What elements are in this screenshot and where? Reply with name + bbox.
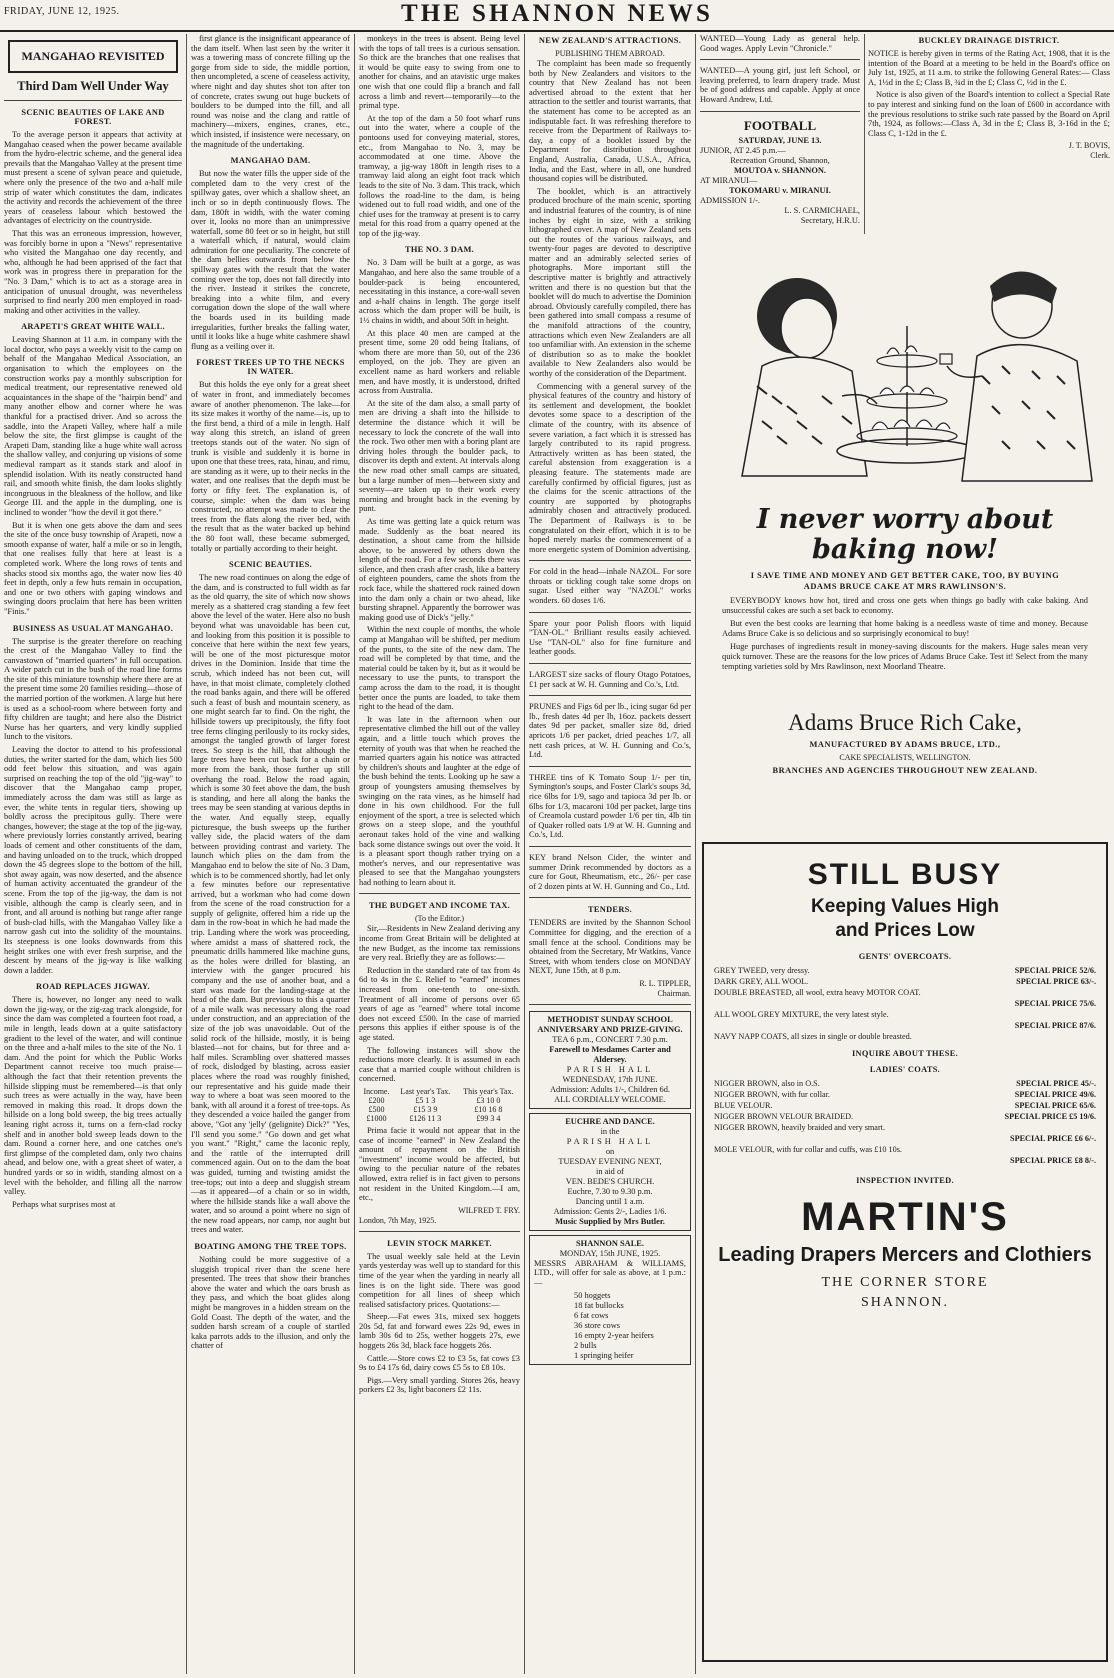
ad-paragraph: But even the best cooks are learning that home baking is a needless waste of time and money. Because Adams Bruce Cake is so delicious and so surprisingly economical to buy! bbox=[722, 619, 1088, 638]
football-line: AT MIRANUI— bbox=[700, 175, 758, 185]
face-icon bbox=[781, 298, 833, 358]
article-paragraph: monkeys in the trees is absent. Being level with the tops of tall trees is a curious sensation. So thick are the branches that one realises that it would be quite easy to swing from one to another for chains, and an atavistic urge makes one wish that one could flip a branch and fall across a limb and revert—temporarily—to the primal type. bbox=[359, 34, 520, 111]
article-paragraph: The usual weekly sale held at the Levin yards yesterday was well up to standard for this time of the year when the yarding in nearly all lines is on the light side. There was good competition for all lines of sheep which realised satisfactory prices. Quotations:— bbox=[359, 1251, 520, 1309]
notice-signature: J. T. BOVIS, bbox=[1068, 141, 1110, 151]
divider bbox=[700, 59, 860, 60]
headline-box bbox=[8, 40, 178, 73]
item-desc: GREY TWEED, very dressy. bbox=[714, 966, 810, 975]
article-paragraph: Pigs.—Very small yarding. Stores 26s, heavy porkers £2 3s, light baconers £2 11s. bbox=[359, 1375, 520, 1395]
column-rule bbox=[695, 34, 696, 1674]
section-heading: BUSINESS AS USUAL AT MANGAHAO. bbox=[12, 623, 174, 633]
football-line: MOUTOA v. SHANNON. bbox=[734, 165, 826, 175]
price-row bbox=[714, 1122, 1096, 1133]
article-paragraph: The surprise is the greater therefore on reaching the crest of the Mangahao Valley to find the canvastown of "married quarters" in full occupation. A wider patch cut in the bush of the road line forms the site of this miniature township where there are at the present time some 20 families residing—those of the married portion of the workmen. A large hut here is used as a school-room where between forty and fifty children are taught; and here also the District Nurse has her quarters, and very kindly supplied lunch to the visitors. bbox=[4, 636, 182, 742]
letter-paragraph: Sir,—Residents in New Zealand deriving any income from Great Britain will be delighted at the new Budget, as the income tax remissions are very real. Briefly they are as follows:— bbox=[359, 924, 520, 963]
football-line: TOKOMARU v. MIRANUI. bbox=[729, 185, 831, 195]
article-paragraph: To the average person it appears that activity at Mangahao ceased when the power became available from the hydro-electric scheme, and the general idea prevails that the Mangahao Valley at the present time must present a scene of sylvan peace and quietude, where only the presence of the two and a-half mile strip of water which constitutes the dam, indicates the activity and records the achievement of the three years of ceaseless labour which bestowed the advantages of electricity on the countryside. bbox=[4, 130, 182, 226]
item-price: SPECIAL PRICE 87/6. bbox=[1014, 1021, 1096, 1030]
manufacturer: MANUFACTURED BY ADAMS BRUCE, LTD., bbox=[809, 740, 1001, 749]
article-paragraph: Within the next couple of months, the whole camp at Mangahao will be shifted, per medium of the punts, to the site of the new dam. The road will be completed by that time, and the material could be taken by it, but as it would be necessary to use the punts, to transport the camp across the dam to the road, it is thought better once the punts are loaded, to take them right to the head of the dam. bbox=[359, 625, 520, 712]
ad-line: Music Supplied by Mrs Butler. bbox=[555, 1216, 665, 1226]
ad-paragraph: Huge purchases of ingredients result in money-saving discounts for the makers. Huge sales mean very quick turnover. These are the reasons for the low prices of Adams Bruce Cake. Test it! Select from the many tempting varieties sold by Mrs Rawlinson, next Moorland Theatre. bbox=[722, 642, 1088, 671]
sale-item: 2 bulls bbox=[574, 1340, 597, 1350]
football-line: JUNIOR, AT 2.45 p.m.— bbox=[700, 145, 786, 155]
article-paragraph: At the site of the dam also, a small party of men are driving a shaft into the hillside to determine the distance which it will be necessary to lock the concrete of the wall into the rock. Two other men with a boring plant are driving holes through the boulder pack, to discover its depth and extent. At intervals along the new road other small camps are situated, but a large number of men—between sixty and seventy—are taken up to their work every morning and brought back in the evening by punt. bbox=[359, 398, 520, 514]
column-1 bbox=[4, 34, 182, 1676]
item-price: SPECIAL PRICE 75/6. bbox=[1014, 999, 1096, 1008]
item-price: SPECIAL PRICE 63/-. bbox=[1016, 977, 1096, 986]
classified-wanted: WANTED—Young Lady as general help. Good wages. Apply Levin "Chronicle." bbox=[700, 34, 860, 53]
specialists: CAKE SPECIALISTS, WELLINGTON. bbox=[839, 753, 971, 762]
ad-venue: PARISH HALL bbox=[566, 1064, 654, 1074]
divider bbox=[529, 846, 691, 847]
football-line: Secretary, H.R.U. bbox=[800, 215, 860, 225]
ad-line: Dancing until 1 a.m. bbox=[575, 1196, 645, 1206]
section-heading: MANGAHAO DAM. bbox=[230, 156, 311, 166]
cake-icon bbox=[872, 346, 950, 429]
article-paragraph: That this was an erroneous impression, however, was forcibly borne in upon a "News" representative who visited the Mangahao one day recently, and who, although he had been apprised of the fact that work was in progress there in preparation for the "No. 3 Dam," which is to act as a storage area in anticipation of unusual drought, was nevertheless surprised to find nearly 200 men employed in road-making and other activities in the valley. bbox=[4, 228, 182, 315]
inquire-note: INQUIRE ABOUT THESE. bbox=[852, 1049, 958, 1058]
item-desc: NAVY NAPP COATS, all sizes in single or double breasted. bbox=[714, 1032, 912, 1041]
store-name: MARTIN'S bbox=[801, 1195, 1009, 1239]
item-desc: NIGGER BROWN, with fur collar. bbox=[714, 1090, 830, 1099]
price-row bbox=[714, 976, 1096, 987]
euchre-ad bbox=[529, 1113, 691, 1231]
store-location: THE CORNER STORE bbox=[821, 1275, 989, 1290]
divider bbox=[359, 893, 520, 894]
price-row bbox=[714, 1020, 1096, 1031]
methodist-ad bbox=[529, 1011, 691, 1109]
column-4 bbox=[529, 34, 691, 1676]
item-desc: DOUBLE BREASTED, all wool, extra heavy MOTOR COAT. bbox=[714, 988, 921, 997]
ad-slogan: I never worry about baking now! bbox=[756, 504, 1054, 565]
item-desc: NIGGER BROWN VELOUR BRAIDED. bbox=[714, 1112, 854, 1121]
ad-headline-2: Keeping Values High bbox=[811, 896, 999, 917]
item-price: SPECIAL PRICE 45/-. bbox=[1016, 1079, 1096, 1088]
tax-header: Income. bbox=[363, 1086, 390, 1096]
article-paragraph: Leaving Shannon at 11 a.m. in company with the local doctor, who pays a weekly visit to the camp on behalf of the Mangahao Medical Association, an organisation to which the employees on the construction works pay a monthly subscription for medical treatment, our representative renewed old acquaintances in the shape of the "hairpin bend" and many another elbow and corner where he was thankful for a practised driver. And so across the saddle, into the Arapeti Valley, where half a mile below the site, the first glimpse is caught of the Arapeti Dam, standing like a huge white wall across the shallow valley, and conjuring up visions of some medieval rampart as it stands stark and aloof in splendid isolation. With its neatly constructed hand rail, and smooth white finish, the dam looks slightly incongruous in the bleakness of the hollow, and like George III. and the apple in the dumpling, one is inclined to wonder "how the devil it got there." bbox=[4, 335, 182, 517]
notice-paragraph: Notice is also given of the Board's intention to collect a Special Rate to pay interest and sinking fund on the loan of £600 in accordance with the previous resolutions to strike such rate passed by the Board on April 7th, 1924, as follows:—Class A, 3d in the £; Class B, 3-16d in the £; Class C, 1-12d in the £. bbox=[868, 90, 1110, 138]
item-price: SPECIAL PRICE 49/6. bbox=[1014, 1090, 1096, 1099]
women-tea-illustration bbox=[702, 246, 1108, 496]
section-heading: ROAD REPLACES JIGWAY. bbox=[36, 982, 150, 992]
ad-title: METHODIST SUNDAY SCHOOL bbox=[547, 1014, 673, 1024]
section-heading: SCENIC BEAUTIES. bbox=[229, 560, 312, 570]
football-title: FOOTBALL bbox=[743, 117, 817, 133]
letter-location: London, 7th May, 1925. bbox=[359, 1215, 437, 1225]
martins-ad bbox=[702, 832, 1108, 1674]
classified-ad: KEY brand Nelson Cider, the winter and summer Drink recommended by doctors as a cure for Gout, Rheumatism, etc., 26/- per case of 2 dozen pints at W. H. Gunning and Co., Ltd. bbox=[529, 852, 691, 891]
notice-paragraph: NOTICE is hereby given in terms of the Rating Act, 1908, that it is the intention of the Board at a meeting to be held in the Board's office on July 1st, 1925, at 11 a.m. to strike the following General Rates:— Class A, 1½d in the £; Class B, ¾d in the £; Class C, ½d in the £. bbox=[868, 49, 1110, 87]
article-paragraph: But it is when one gets above the dam and sees the site of the once busy township of Arapeti, now a smooth expanse of water, half a mile or so in length, that one realises fully that here at least is a completed work. Where the long rows of tents and shacks stood six months ago, the water now lies 40 feet in depth, only a few huts remain in occupation, and one or two others with gaping windows and swinging doors proclaim that here has been written "Finis." bbox=[4, 520, 182, 616]
ad-line: WEDNESDAY, 17th JUNE. bbox=[562, 1074, 658, 1084]
classified-ad: LARGEST size sacks of floury Otago Potatoes, £1 per sack at W. H. Gunning and Co.'s, Ltd. bbox=[529, 670, 691, 689]
item-desc: BLUE VELOUR. bbox=[714, 1101, 773, 1110]
column-rule bbox=[354, 34, 355, 1674]
article-paragraph: Sheep.—Fat ewes 31s, mixed sex hoggets 20s 5d, fat and forward ewes 22s 9d, ewes in lamb 30s 6d to 25s, wether hoggets 27s, ewe hoggets 26s 3d, black face hoggets 26s. bbox=[359, 1312, 520, 1351]
football-line: L. S. CARMICHAEL, bbox=[784, 205, 860, 215]
classified-ad: PRUNES and Figs 6d per lb., icing sugar 6d per lb., fresh dates 4d per lb, 16oz. packets dessert dates 9d per packet, smaller size 8d, dried apricots 1/6 per packet, dried peaches 1/7, all nett cash prices, at W. H. Gunning and Co.'s, Ltd. bbox=[529, 702, 691, 760]
football-line: ADMISSION 1/-. bbox=[700, 195, 761, 205]
sale-item: 16 empty 2-year heifers bbox=[574, 1330, 654, 1340]
letter-label: (To the Editor.) bbox=[415, 914, 464, 924]
tender-notice: TENDERS are invited by the Shannon School Committee for digging, and the erection of a small fence at the school. Conditions may be obtained from the Secretary, Mr Watkins, Vance Street, with whom tenders close on MONDAY NEXT, June 15th, at 8 p.m. bbox=[529, 918, 691, 976]
divider bbox=[529, 766, 691, 767]
sale-item: 36 store cows bbox=[574, 1320, 621, 1330]
tax-cell: £3 10 0 bbox=[476, 1095, 501, 1105]
classified-ad: For cold in the head—inhale NAZOL. For sore throats or tickling cough take some drops on sugar. Used either way "NAZOL" works wonders. 60 doses 1/6. bbox=[529, 567, 691, 606]
section-heading: THE BUDGET AND INCOME TAX. bbox=[368, 901, 511, 911]
article-paragraph: The new road continues on along the edge of the dam, and is constructed to full width as far as the old quarry, the site of which now shows merely as a shattered crag standing a few feet above the level of the water. Here also no bush beyond what was unavoidable has been cut, and looking from this position it is possible to conceive that here within the next few years, will be one of the most picturesque motor drives in the Dominion. Inside that time the scrub, which indeed has not been cut, will have, in that moist climate, completely clothed the road banks again, and there will be offered such a feast of bush and mountain scenery, as one might search far to find. On the right, the hillside towers up precipitously, the fifty foot tree ferns clinging perilously to its rocky sides, amongst the tangled growth of larger forest trees. So steep is the hill, that although the large trees have been cut back for a chain or more from the bank, those further up still overhang the road. Below the road again, which is some 30 feet above the dam, the bush is standing, and here all along the banks the trees may be seen standing at various depths in the water. And equally steep, equally picturesque, the bush sweeps up the further valley side, the placid waters of the dam between providing contrast and variety. The launch which plies on the dam from the Mangahao end to below the site of No. 3 Dam, which is to be commenced shortly, had let only a few minutes before our representative arrived, but a workman who had come down from the scene of the road construction for a supply of gelignite, offered him a ride up the dam in the row-boat in which he had made the trip. Landing where the work was proceeding, where amidst a mass of shattered rock, the pneumatic drills hammered like machine guns, as the holes were drilled for blasting, an interview with the ganger procured his company and the use of another boat, and a start was made for the landing-stage at the head of the dam. But previous to this a quarter of a mile walk was necessary along the road under construction, and an appreciation of the size of the job was unavoidable. Out of the solid rock of the hillside, mostly, it is being blasted—not for chains, but for three and a-half miles. Scrambling over shattered masses of rock, dislodged by blasting, across easier places where the road was roughly finished, our representative and his guide made their way to where a boat was seen moored to the bank, with all around it a forest of tree-tops. As they descended a voice hailed the ganger from above, "Got any 'jelly' (gelignite) Dick?" "Yes, I'll send you some." "Go down and get what you want." "Right," came the laconic reply, and the rattle of the interrupted drill commenced again. Out on to the dam the boat was guided, turning and twisting amidst the tree-tops; out into a deep and sluggish stream—as it appeared—of a chain or so in width, where the hillside stands like a wall above the water, and so around a point where no sign of the new road appears, nor camp, nor aught but trees and water. bbox=[191, 573, 350, 1235]
column-5-top bbox=[700, 34, 860, 234]
tax-cell: £10 16 8 bbox=[474, 1104, 503, 1114]
article-paragraph: The complaint has been made so frequently both by New Zealanders and visitors to the country that New Zealand has not been advertised abroad to the extent that her attraction to the settler and tourist warrants, that the statement has come to be accepted as an indisputable fact. It was refreshing therefore to receive from the Department of Railways to-day, a copy of a booklet issued by the Department for distribution throughout England, Australia, Canada, U.S.A., Africa, India, and the East, where in all, one hundred thousand copies will be distributed. bbox=[529, 59, 691, 184]
tax-cell: £500 bbox=[368, 1104, 385, 1114]
section-heading: GENTS' OVERCOATS. bbox=[858, 952, 952, 961]
teacup-icon bbox=[940, 354, 952, 364]
divider bbox=[529, 695, 691, 696]
notice-title: BUCKLEY DRAINAGE DISTRICT. bbox=[918, 36, 1060, 45]
classified-ad: Spare your poor Polish floors with liquid "TAN-OL." Brilliant results easily achieved. Use "TAN-OL" also for fine furniture and leather goods. bbox=[529, 618, 691, 657]
ad-line: Euchre, 7.30 to 9.30 p.m. bbox=[567, 1186, 653, 1196]
price-row bbox=[714, 987, 1096, 998]
tax-header: Last year's Tax. bbox=[400, 1086, 451, 1096]
ad-line: on bbox=[605, 1146, 615, 1156]
price-row bbox=[714, 1089, 1096, 1100]
masthead bbox=[0, 0, 1114, 32]
adams-bruce-ad bbox=[702, 240, 1108, 705]
section-heading: TENDERS. bbox=[587, 905, 633, 915]
article-paragraph: At this place 40 men are camped at the present time, some 20 odd being Italians, of whom there are more than 50, out of the 236 employed, on the job. They are given an excellent name as hard workers and reliable men, and have mostly, it is understood, drifted across from Australia. bbox=[359, 328, 520, 396]
adams-bruce-footer bbox=[702, 700, 1108, 830]
price-row bbox=[714, 965, 1096, 976]
column-2 bbox=[191, 34, 350, 1676]
headline: MANGAHAO REVISITED bbox=[21, 49, 165, 63]
tender-role: Chairman. bbox=[657, 988, 691, 998]
price-row bbox=[714, 1100, 1096, 1111]
article-paragraph: Nothing could be more suggestive of a sluggish tropical river than the scene here presented. The trees that show their branches above the water and which the oars brush as they pass, and which the boat glides along might be mangroves in a hidden stream on the Gold Coast. The depth of the water, and the sudden harsh scream of a couple of startled kaka parrots adds to the illusion, and only the chatter of bbox=[191, 1255, 350, 1351]
price-row bbox=[714, 1078, 1096, 1089]
tax-table bbox=[359, 1087, 520, 1123]
article-paragraph: As time was getting late a quick return was made. Suddenly as the boat neared its destination, a shout came from the hillside above, to be answered by others down the length of the road. For a few seconds there was silence, and then crash after crash, like a battery of eighteen pounders, came the shots from the rock face, while the shattered rock rained down into the dam only a chain or two ahead, like bursting shrapnel. Apparently the borrower was making good use of Dick's "jelly." bbox=[359, 516, 520, 622]
tax-header: This year's Tax. bbox=[463, 1086, 514, 1096]
article-paragraph: Commencing with a general survey of the physical features of the country and history of its settlement and development, the booklet devotes some space to a description of the climate of the country, with its absence of severe variation, a fact which it is stressed has largely contributed to its rapid progress. Attractively written as has been stated, the careful abstension from exaggeration is a pleasing feature. The statements made are carefully confirmed by official figures, just as the claims for the scenic attractions of the country are supported by photographs admirably chosen and attractively produced. The Department of Railways is to be congratulated on their effort, which it is to be hoped merely marks the commencement of a more energetic system of Dominion advertising. bbox=[529, 381, 691, 554]
ad-title: SHANNON SALE. bbox=[576, 1238, 644, 1248]
tax-cell: £200 bbox=[368, 1095, 385, 1105]
dress-icon bbox=[962, 345, 1092, 481]
column-rule bbox=[186, 34, 187, 1674]
ad-line: ALL CORDIALLY WELCOME. bbox=[554, 1094, 666, 1104]
article-paragraph: Perhaps what surprises most at bbox=[12, 1199, 116, 1209]
ad-subtitle: ANNIVERSARY AND PRIZE-GIVING. bbox=[537, 1024, 683, 1034]
divider bbox=[529, 612, 691, 613]
divider bbox=[529, 1004, 691, 1005]
price-row bbox=[714, 1144, 1096, 1155]
ad-paragraph: MESSRS ABRAHAM & WILLIAMS, LTD., will offer for sale as above, at 1 p.m.:— bbox=[534, 1258, 686, 1288]
branches: BRANCHES AND AGENCIES THROUGHOUT NEW ZEALAND. bbox=[772, 766, 1038, 775]
divider bbox=[700, 111, 860, 112]
article-paragraph: No. 3 Dam will be built at a gorge, as was Mangahao, and here also the same trouble of a boulder-pack is being encountered, necessitating in this instance, a core-wall seven and a-half chains in length. The gorge itself across which the dam proper will be built, is 1½ chains in width, and about 50ft in height. bbox=[359, 258, 520, 326]
article-paragraph: At the top of the dam a 50 foot wharf runs out into the water, where a couple of the pontoons used for conveying material, stores, etc., from Mangahao to No. 3, may be accommodated at one time. Above the tramway, a jig-way 180ft in length rises to a tramway laid along an eight foot track which leads to the site of No. 3 dam. This track, which follows the road-line to the dam, is being widened out to full road width, and one of the chief uses for the tramway at present is to carry metal for this road from a quarry opened at the top of the jig-way. bbox=[359, 113, 520, 238]
ad-venue: PARISH HALL bbox=[566, 1136, 654, 1146]
store-tagline: Leading Drapers Mercers and Clothiers bbox=[718, 1244, 1092, 1266]
item-desc: ALL WOOL GREY MIXTURE, the very latest style. bbox=[714, 1010, 889, 1019]
deck: SCENIC BEAUTIES OF LAKE AND FOREST. bbox=[21, 108, 165, 126]
store-town: SHANNON. bbox=[861, 1295, 949, 1310]
ad-line: Admission: Adults 1/-, Children 6d. bbox=[549, 1084, 671, 1094]
newspaper-title: THE SHANNON NEWS bbox=[401, 0, 713, 27]
brand-name: Adams Bruce Rich Cake, bbox=[788, 710, 1022, 735]
article-paragraph: Cattle.—Store cows £2 to £3 5s, fat cows £3 9s to £4 17s 6d, dairy cows £5 5s to £8 10s. bbox=[359, 1353, 520, 1373]
column-6-top bbox=[868, 34, 1110, 234]
article-paragraph: Leaving the doctor to attend to his professional duties, the writer started for the dam, which lies 500 odd feet below this situation, and was again surprised on reaching the top of the old "jig-way" to discover that the Mangahao camp proper, immediately across the dam was still as large as ever, the white tents in regular tiers, showing up boldly across the precipitous gully. There were changes, however; the stage at the top of the jig-way, where previously lorries constantly arrived, bearing loads of cement and other constituents of the dam, and having unloaded on to the truck, which dropped down the 45 degrees slope to the bottom of the hill, shot away again, was now deserted, and the absence of human activity accentuated the grandeur of the scene. From the top of the jig-way, the dam is not visible, although the camp is clearly seen, and in front, and all around is nothing but range after range of bush-clad hills, with the Mangahao Valley like a narrow gash cut into the solidity of the mountains. Its steepness is one looks downwards from this height strikes one with ever fresh surprise, and the descent by means of the jig-way is like walking down a ladder. bbox=[4, 745, 182, 975]
price-row bbox=[714, 998, 1096, 1009]
ad-subheading: I SAVE TIME AND MONEY AND GET BETTER CAKE, TOO, BY BUYING ADAMS BRUCE CAKE AT MRS RAWLINSON'S. bbox=[750, 571, 1060, 591]
item-price: SPECIAL PRICE £8 8/-. bbox=[1010, 1156, 1096, 1165]
section-heading: THE NO. 3 DAM. bbox=[404, 245, 475, 255]
tax-cell: £126 11 3 bbox=[409, 1113, 442, 1123]
sale-item: 6 fat cows bbox=[574, 1310, 609, 1320]
ad-line: TEA 6 p.m., CONCERT 7.30 p.m. bbox=[552, 1034, 668, 1044]
classified-ad: THREE tins of K Tomato Soup 1/- per tin, Symington's soups, and Foster Clark's soups 3d, rice 6lbs for 1/9, sago and tapioca 3d per lb. or 6lbs for 1/3, macaroni 10d per packet, large tins of Creamola custard powder 1/6 per tin, 4lb tin of Quaker rolled oats 1/9 at W. H. Gunning and Co.'s, Ltd. bbox=[529, 772, 691, 840]
martins-ad-box bbox=[702, 842, 1108, 1662]
football-line: Recreation Ground, Shannon, bbox=[730, 155, 830, 165]
tax-cell: £1000 bbox=[366, 1113, 387, 1123]
tender-signature: R. L. TIPPLER, bbox=[639, 978, 691, 988]
article-paragraph: The booklet, which is an attractively produced brochure of the main scenic, sporting and industrial features of the country, is of nine inches by eight in size, with a striking lithographed cover. A map of New Zealand sets out the routes of the various railways, and twenty-four pages are devoted to descriptive matter and an admirably selected series of photographs. More important still the descriptive matter is brightly and attractively written and there is no question but that the booklet will do much to advertise the Dominion abroad. Obviously carefully compiled, there has been gathered into small compass a resume of the manifold attractions of the country, attractions which even New Zealanders are all too unfamiliar with. An extension in the scheme of distribution so as to make the booklet available to New Zealanders also would be worthy of the consideration of the Department. bbox=[529, 186, 691, 378]
item-desc: NIGGER BROWN, heavily braided and very smart. bbox=[714, 1123, 885, 1132]
ad-line: in aid of bbox=[596, 1166, 624, 1176]
article-paragraph: There is, however, no longer any need to walk down the jig-way, or the zig-zag track alongside, for since the dam was completed a fourteen foot road, a mile in length, leads down at a quite satisfactory gradient to the level of the water, and will continue on the three and a-half miles to the site of the No. 1 dam. And the point for which the Public Works Department cannot receive too much praise—although the fact that their retention prevents the hillside slipping must be remembered—is that only such trees as were actually in the way, have been removed in making this road. It drops down the hillside on a long bold sweep, the big trees actually leaning right across it, turns on a fern-clad rocky shelf and in another bold sweep leads down to the dam. Round a corner here, and one catches one's first glimpse of the completed dam, only two chains ahead, and below one, with a great sheet of water, a hundred yards or so in width, standing almost on a level with the beholder, and filling all the narrow valley. bbox=[4, 995, 182, 1197]
classified-wanted: WANTED—A young girl, just left School, or leaving preferred, to learn drapery trade. Must be of good address and capable. Apply at once Howard Andrew, Ltd. bbox=[700, 66, 860, 104]
ad-headline-3: and Prices Low bbox=[835, 920, 975, 941]
section-heading: ARAPETI'S GREAT WHITE WALL. bbox=[21, 322, 165, 332]
tax-cell: £15 3 9 bbox=[413, 1104, 438, 1114]
divider bbox=[359, 1231, 520, 1232]
notice-role: Clerk. bbox=[1090, 151, 1110, 161]
ad-line: MONDAY, 15th JUNE, 1925. bbox=[559, 1248, 661, 1258]
issue-date: FRIDAY, JUNE 12, 1925. bbox=[4, 6, 120, 17]
divider bbox=[529, 897, 691, 898]
section-heading: NEW ZEALAND'S ATTRACTIONS. bbox=[538, 36, 682, 45]
ad-line: Admission: Gents 2/-, Ladies 1/6. bbox=[553, 1206, 667, 1216]
illustration bbox=[702, 246, 1108, 566]
price-row bbox=[714, 1009, 1096, 1020]
inspection-note: INSPECTION INVITED. bbox=[856, 1176, 954, 1185]
article-paragraph: first glance is the insignificant appearance of the dam itself. When last seen by the writer it was a towering mass of concrete filling up the gorge from side to side, the middle portion, then uncompleted, a scene of ceaseless activity, where night and day shutes shot ton after ton of concrete, crates swung out huge buckets of boulders to be dumped into the fill, and all round was noise and the clang and rattle of machinery—mixers, engines, cranes, etc., which insisted, if insistence were necessary, on the magnitude of the undertaking. bbox=[191, 34, 350, 149]
tax-cell: £99 3 4 bbox=[476, 1113, 501, 1123]
price-row bbox=[714, 1111, 1096, 1122]
ad-title: EUCHRE AND DANCE. bbox=[565, 1116, 655, 1126]
section-heading: LEVIN STOCK MARKET. bbox=[387, 1238, 492, 1248]
price-row bbox=[714, 1133, 1096, 1144]
price-row bbox=[714, 1031, 1096, 1042]
item-price: SPECIAL PRICE £5 19/6. bbox=[1004, 1112, 1096, 1121]
article-paragraph: It was late in the afternoon when our representative climbed the hill out of the valley again, and a little touch which proves the eternity of youth was that when he reached the married quarters again his notice was attracted by children's shouts and laughter at the edge of the bush behind the tents. Looking up he saw a group of youngsters amusing themselves by swinging on the rata vines, as he himself had done in his own childhood. For the full enjoyment of the sport, a tree is selected which grows on a steep slope, and the youthful aeronaut takes hold of the vine and walking back some distance swings out over the void. It is a pleasant sport though rather trying on a mother's nerves, and our representative was pleased to see that the Mangahao youngsters had nothing to learn about it. bbox=[359, 714, 520, 887]
price-row bbox=[714, 1155, 1096, 1166]
football-line: SATURDAY, JUNE 13. bbox=[738, 135, 822, 145]
subheadline: Third Dam Well Under Way bbox=[17, 79, 169, 93]
item-price: SPECIAL PRICE 65/6. bbox=[1014, 1101, 1096, 1110]
shannon-sale-ad bbox=[529, 1235, 691, 1365]
ad-line: in the bbox=[600, 1126, 620, 1136]
section-heading: BOATING AMONG THE TREE TOPS. bbox=[194, 1242, 347, 1252]
letter-paragraph: Prima facie it would not appear that in the case of income "earned" in New Zealand the amount of repayment on the British "investment" income would be affected, but owing to the peculiar nature of the rebates allowed, extra relief is in fact given to persons not resident in the United Kingdom.—I am, etc., bbox=[359, 1125, 520, 1203]
divider bbox=[529, 560, 691, 561]
item-price: SPECIAL PRICE 52/6. bbox=[1014, 966, 1096, 975]
ad-line: TUESDAY EVENING NEXT, bbox=[558, 1156, 662, 1166]
divider bbox=[529, 663, 691, 664]
section-subheading: PUBLISHING THEM ABROAD. bbox=[555, 49, 665, 58]
ad-line: VEN. BEDE'S CHURCH. bbox=[565, 1176, 655, 1186]
item-desc: MOLE VELOUR, with fur collar and cuffs, was £10 10s. bbox=[714, 1145, 902, 1154]
item-desc: NIGGER BROWN, also in O.S. bbox=[714, 1079, 820, 1088]
column-rule bbox=[864, 34, 865, 234]
column-3 bbox=[359, 34, 520, 1676]
ad-paragraph: EVERYBODY knows how hot, tired and cross one gets when things go badly with cake baking. And unsuccessful cakes are such a set back to economy. bbox=[722, 596, 1088, 615]
ad-headline: STILL BUSY bbox=[807, 858, 1003, 891]
ad-line: Farewell to Mesdames Carter and Aldersey. bbox=[549, 1044, 671, 1064]
letter-paragraph: Reduction in the standard rate of tax from 4s 6d to 4s in the £. Relief to "earned" incomes increased from one-tenth to one-sixth. Treatment of all income of persons over 65 years of age as "earned" where total income does not exceed £500. In the case of married persons this applies if either spouse is of the age stated. bbox=[359, 965, 520, 1042]
item-desc: DARK GREY, ALL WOOL. bbox=[714, 977, 809, 986]
article-paragraph: But this holds the eye only for a great sheet of water in front, and immediately becomes aware of another phenomenon. The lake—for its size makes it worthy of the name—is, up to the first bend, a third of a mile in length. Half way along this stretch, an island of green treetops stands out of the water. No sign of trunk is visible and suddenly it is borne in upon one that these trees, rata, hinau, and rimu, are standing as it were, up to their necks in the water, and one realises that the depth must be forty or fifty feet. The explanation is, of course, simple: when the dam was being constructed, no attempt was made to clear the trees from the flats along the river bed, with the result that as the water backed up behind the 80 foot wall, these became submerged, totally or partially according to their height. bbox=[191, 380, 350, 553]
letter-paragraph: The following instances will show the reductions more clearly. It is assumed in each case that a married couple without children is concerned. bbox=[359, 1045, 520, 1084]
item-price: SPECIAL PRICE £6 6/-. bbox=[1010, 1134, 1096, 1143]
letter-signature: WILFRED T. FRY. bbox=[458, 1205, 520, 1215]
section-heading: FOREST TREES UP TO THE NECKS IN WATER. bbox=[196, 358, 345, 377]
section-heading: LADIES' COATS. bbox=[869, 1065, 941, 1074]
column-rule bbox=[524, 34, 525, 1674]
divider bbox=[4, 100, 182, 101]
sale-item: 1 springing heifer bbox=[574, 1350, 634, 1360]
article-paragraph: But now the water fills the upper side of the completed dam to the very crest of the spillway gates, over which a shallow sheet, an inch or so in depth continuously flows. The dam, 180ft in width, with the water coming over it, looks no more than an unimpressive waterfall, some 80 feet or so in height, but still a waterfall which, if natural, would claim admiration for one peculiarity. The concrete of the dam bellies outwards from below the spillway gates with the result that the water coming over the top, does not fall directly into the river. Instead it strikes the concrete, breaking into a white film, and every corrugation down the slope of the wall where the boards used in its building made irregularities, further breaks the falling water, until it looks like a huge white cashmere shawl flung as a veiling over it. bbox=[191, 169, 350, 351]
tax-cell: £5 1 3 bbox=[415, 1095, 436, 1105]
sale-item: 18 fat bullocks bbox=[574, 1300, 624, 1310]
sale-item: 50 hoggets bbox=[574, 1290, 611, 1300]
